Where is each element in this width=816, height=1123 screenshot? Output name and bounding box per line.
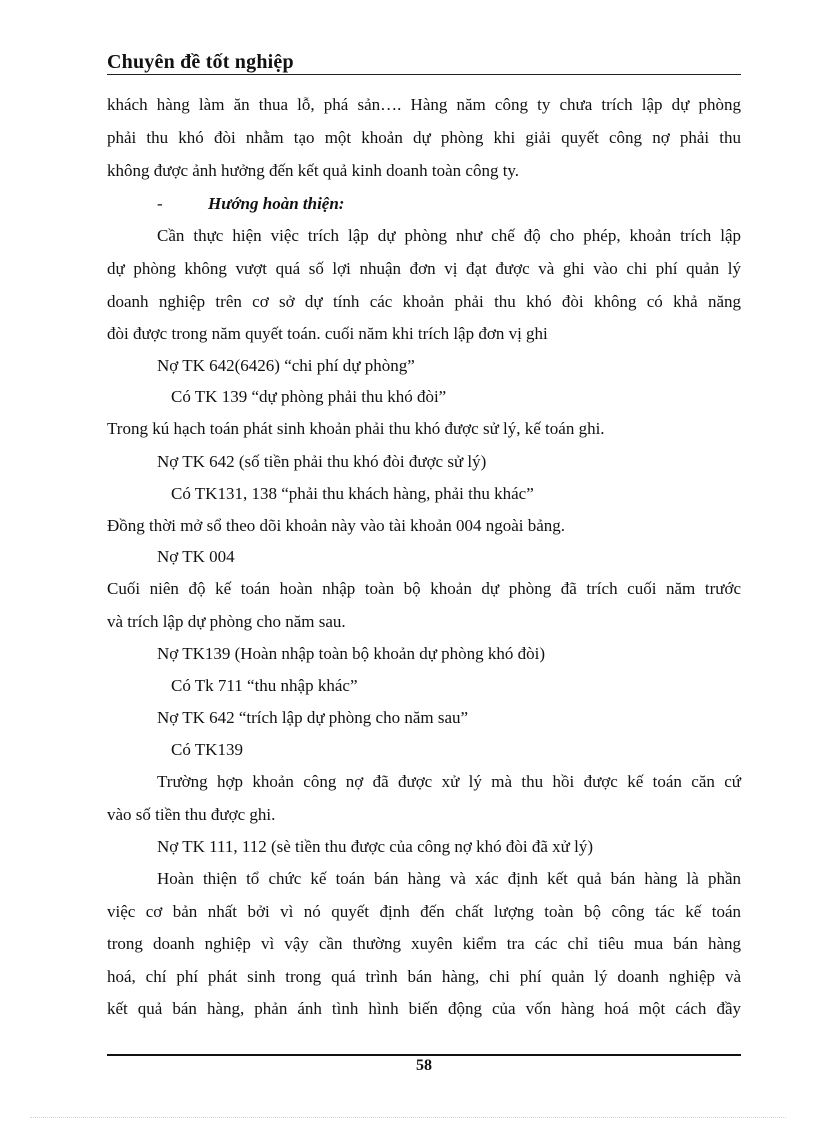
text-line: Cần thực hiện việc trích lập dự phòng như chế độ cho phép, khoản trích lập	[157, 226, 741, 245]
text-line: khách hàng làm ăn thua lỗ, phá sản…. Hàng năm công ty chưa trích lập dự phòng	[107, 95, 741, 114]
text-line: Nợ TK 004	[157, 547, 235, 566]
text-line: Đồng thời mở sổ theo dõi khoản này vào tài khoản 004 ngoài bảng.	[107, 516, 566, 535]
text-line: hoá, chí phí phát sinh trong quá trình bán hàng, chi phí quản lý doanh nghiệp và	[107, 967, 741, 986]
text-line: việc cơ bản nhất bởi vì nó quyết định đến chất lượng toàn bộ công tác kế toán	[107, 902, 741, 921]
text-line: Nợ TK 642(6426) “chi phí dự phòng”	[157, 356, 415, 375]
page-number: 58	[416, 1057, 432, 1074]
text-line: Nợ TK139 (Hoàn nhập toàn bộ khoản dự phòng khó đòi)	[157, 644, 546, 663]
text-line: kết quả bán hàng, phản ánh tình hình biến động của vốn hàng hoá một cách đầy	[107, 999, 741, 1018]
text-line: Có TK131, 138 “phải thu khách hàng, phải thu khác”	[171, 484, 534, 503]
text-line: doanh nghiệp trên cơ sở dự tính các khoản phải thu khó đòi không có khả năng	[107, 292, 741, 311]
text-line: và trích lập dự phòng cho năm sau.	[107, 612, 346, 631]
bullet-dash: -	[157, 194, 163, 213]
page-bottom-edge	[30, 1117, 786, 1118]
text-line: Trường hợp khoản công nợ đã được xử lý mà thu hồi được kế toán căn cứ	[157, 772, 741, 791]
text-line: Có TK 139 “dự phòng phải thu khó đòi”	[171, 387, 447, 406]
text-line: dự phòng không vượt quá số lợi nhuận đơn vị đạt được và ghi vào chi phí quản lý	[107, 259, 741, 278]
text-line: trong doanh nghiệp vì vậy cần thường xuyên kiểm tra các chỉ tiêu mua bán hàng	[107, 934, 741, 953]
section-heading: Hướng hoàn thiện:	[208, 194, 345, 213]
text-line: đòi được trong năm quyết toán. cuối năm khi trích lập đơn vị ghi	[107, 324, 548, 343]
text-line: Trong kú hạch toán phát sinh khoản phải thu khó được sử lý, kế toán ghi.	[107, 419, 605, 438]
text-line: Nợ TK 642 “trích lập dự phòng cho năm sau”	[157, 708, 469, 727]
text-line: Có TK139	[171, 740, 243, 759]
text-line: phải thu khó đòi nhằm tạo một khoản dự phòng khi giải quyết công nợ phải thu	[107, 128, 741, 147]
text-line: Có Tk 711 “thu nhập khác”	[171, 676, 358, 695]
header-rule	[107, 74, 741, 75]
text-line: không được ảnh hưởng đến kết quả kinh doanh toàn công ty.	[107, 161, 520, 180]
page-header-title: Chuyên đề tốt nghiệp	[107, 51, 294, 73]
text-line: vào số tiền thu được ghi.	[107, 805, 276, 824]
text-line: Cuối niên độ kế toán hoàn nhập toàn bộ khoản dự phòng đã trích cuối năm trước	[107, 579, 741, 598]
text-line: Nợ TK 111, 112 (sè tiền thu được của công nợ khó đòi đã xử lý)	[157, 837, 594, 856]
text-line: Hoàn thiện tổ chức kế toán bán hàng và xác định kết quả bán hàng là phần	[157, 869, 741, 888]
text-line: Nợ TK 642 (số tiền phải thu khó đòi được sử lý)	[157, 452, 487, 471]
